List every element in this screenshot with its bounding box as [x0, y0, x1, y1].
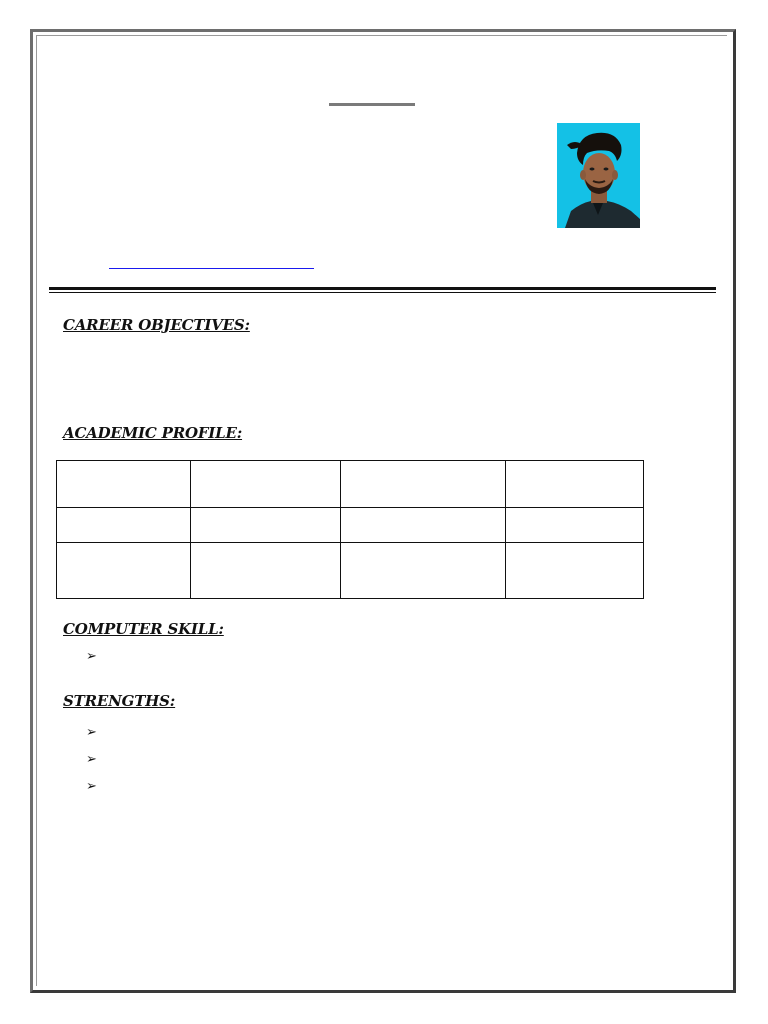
arrow-bullet-icon: ➢ — [86, 752, 97, 767]
career-objectives-heading: CAREER OBJECTIVES: — [63, 316, 250, 334]
table-row — [57, 461, 644, 508]
computer-skill-heading: COMPUTER SKILL: — [63, 620, 224, 638]
table-cell — [191, 461, 341, 508]
table-cell — [57, 508, 191, 543]
arrow-bullet-icon: ➢ — [86, 779, 97, 794]
table-cell — [341, 508, 506, 543]
arrow-bullet-icon: ➢ — [86, 725, 97, 740]
table-cell — [57, 461, 191, 508]
table-cell — [506, 508, 644, 543]
name-title-underline — [329, 103, 415, 106]
arrow-bullet-icon: ➢ — [86, 649, 97, 664]
academic-profile-heading: ACADEMIC PROFILE: — [63, 424, 243, 442]
profile-photo — [557, 123, 640, 228]
header-divider — [49, 287, 716, 290]
table-cell — [506, 543, 644, 599]
table-cell — [57, 543, 191, 599]
table-cell — [506, 461, 644, 508]
table-row — [57, 508, 644, 543]
table-cell — [191, 543, 341, 599]
email-link[interactable] — [109, 268, 314, 269]
header-divider-thin — [49, 292, 716, 293]
table-cell — [341, 461, 506, 508]
table-row — [57, 543, 644, 599]
academic-profile-table — [56, 460, 644, 599]
strengths-heading: STRENGTHS: — [63, 692, 176, 710]
table-cell — [341, 543, 506, 599]
table-cell — [191, 508, 341, 543]
